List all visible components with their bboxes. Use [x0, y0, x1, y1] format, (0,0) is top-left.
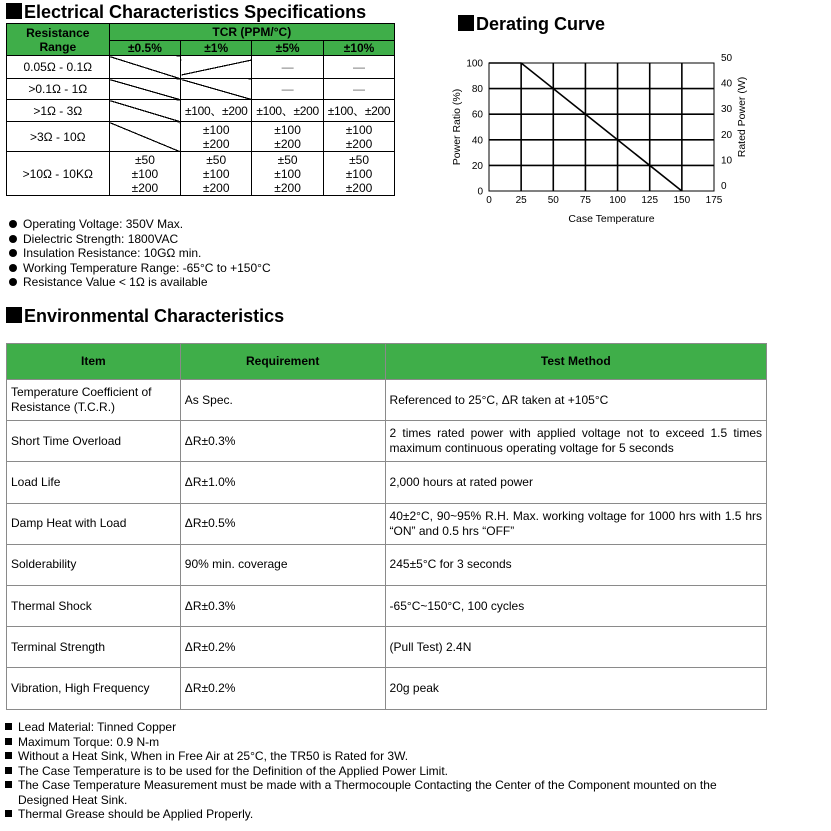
range-cell: >3Ω - 10Ω: [7, 122, 110, 152]
diagonal-na-cell: [181, 56, 252, 79]
header-tolerance: ±0.5%: [109, 41, 181, 56]
item-cell: Damp Heat with Load: [7, 503, 181, 544]
square-bullet-icon: [6, 307, 22, 323]
tcr-value-cell: ±50 ±100 ±200: [324, 152, 395, 196]
range-cell: >10Ω - 10KΩ: [7, 152, 110, 196]
tcr-row: [7, 122, 395, 152]
electrical-section-title: Electrical Characteristics Specifications: [6, 2, 366, 22]
square-bullet-icon: [5, 767, 12, 774]
requirement-cell: 90% min. coverage: [180, 544, 385, 585]
note-text: Without a Heat Sink, When in Free Air at 25°C, the TR50 is Rated for 3W.: [18, 749, 409, 763]
item-cell: Vibration, High Frequency: [7, 668, 181, 709]
range-cell: 0.05Ω - 0.1Ω: [7, 56, 110, 79]
test-method-cell: (Pull Test) 2.4N: [385, 627, 766, 668]
tcr-value-cell: ±100 ±200: [181, 122, 252, 152]
environmental-section-title: Environmental Characteristics: [6, 306, 284, 326]
tcr-value-cell: ±100、±200: [324, 100, 395, 122]
item-cell: Solderability: [7, 544, 181, 585]
range-cell: >0.1Ω - 1Ω: [7, 79, 110, 100]
square-bullet-icon: [5, 738, 12, 745]
square-bullet-icon: [5, 781, 12, 788]
x-tick-label: 25: [515, 195, 527, 206]
bullet-item: [9, 261, 271, 276]
round-bullet-icon: [9, 264, 17, 272]
note-item: [5, 749, 717, 764]
tcr-value-cell: ±100 ±200: [252, 122, 324, 152]
electrical-bullet-list: [9, 217, 271, 290]
bullet-text: Insulation Resistance: 10GΩ min.: [23, 246, 202, 260]
note-item: [5, 793, 717, 808]
bullet-text: Working Temperature Range: -65°C to +150°C: [23, 260, 271, 275]
y-axis-label: Power Ratio (%): [451, 88, 463, 166]
y2-tick-label: 0: [721, 181, 727, 192]
round-bullet-icon: [9, 235, 17, 243]
dash-cell: —: [252, 56, 324, 79]
environmental-row: [7, 380, 767, 421]
x-tick-label: 150: [673, 195, 691, 206]
item-cell: Short Time Overload: [7, 421, 181, 462]
x-tick-label: 0: [486, 195, 492, 206]
note-text: Designed Heat Sink.: [18, 792, 128, 807]
x-tick-label: 125: [641, 195, 659, 206]
environmental-table: [6, 343, 767, 710]
environmental-row: [7, 585, 767, 626]
tcr-header-row: [7, 24, 395, 41]
bullet-text: Operating Voltage: 350V Max.: [23, 217, 184, 231]
item-cell: Temperature Coefficient of Resistance (T.C.R.): [7, 380, 181, 421]
square-bullet-icon: [6, 3, 22, 19]
range-cell: >1Ω - 3Ω: [7, 100, 110, 122]
environmental-row: [7, 462, 767, 503]
y2-axis-label: Rated Power (W): [736, 76, 748, 158]
y-tick-label: 20: [471, 160, 483, 172]
x-tick-label: 75: [579, 195, 591, 206]
note-item: [5, 764, 717, 779]
round-bullet-icon: [9, 278, 17, 286]
round-bullet-icon: [9, 249, 17, 257]
environmental-row: [7, 627, 767, 668]
x-tick-label: 175: [705, 195, 723, 206]
note-item: [5, 720, 717, 735]
tcr-row: [7, 100, 395, 122]
y2-tick-label: 40: [721, 78, 733, 90]
note-text: Lead Material: Tinned Copper: [18, 720, 177, 734]
diagonal-na-cell: [109, 79, 181, 100]
header-requirement: Requirement: [180, 344, 385, 380]
square-bullet-icon: [5, 723, 12, 730]
requirement-cell: ΔR±0.5%: [180, 503, 385, 544]
test-method-cell: 40±2°C, 90~95% R.H. Max. working voltage for 1000 hrs with 1.5 hrs “ON” and 0.5 hrs “OFF”: [385, 503, 766, 544]
test-method-cell: 2 times rated power with applied voltage not to exceed 1.5 times maximum continuous operating voltage for 5 seconds: [385, 421, 766, 462]
requirement-cell: ΔR±0.3%: [180, 421, 385, 462]
environmental-row: [7, 421, 767, 462]
note-text: The Case Temperature Measurement must be made with a Thermocouple Contacting the Center of the Component mounted on the: [18, 778, 717, 792]
derating-section-title: Derating Curve: [458, 14, 605, 34]
y2-tick-label: 20: [721, 129, 733, 141]
note-text: Thermal Grease should be Applied Properly.: [18, 807, 254, 821]
note-text: The Case Temperature is to be used for the Definition of the Applied Power Limit.: [18, 763, 449, 778]
y2-tick-label: 30: [721, 104, 733, 116]
item-cell: Thermal Shock: [7, 585, 181, 626]
item-cell: Load Life: [7, 462, 181, 503]
bullet-item: [9, 246, 271, 261]
tcr-value-cell: ±100 ±200: [324, 122, 395, 152]
environmental-row: [7, 668, 767, 709]
environmental-header-row: [7, 344, 767, 380]
bullet-item: [9, 217, 271, 232]
derating-chart: [440, 50, 748, 230]
environmental-row: [7, 544, 767, 585]
test-method-cell: Referenced to 25°C, ΔR taken at +105°C: [385, 380, 766, 421]
tcr-row: [7, 152, 395, 196]
note-item: [5, 735, 717, 750]
square-bullet-icon: [5, 752, 12, 759]
header-item: Item: [7, 344, 181, 380]
note-item: [5, 807, 717, 822]
y2-tick-label: 10: [721, 155, 733, 167]
tcr-value-cell: ±100、±200: [252, 100, 324, 122]
y-tick-label: 0: [477, 186, 483, 198]
x-axis-label: Case Temperature: [568, 213, 655, 225]
tcr-value-cell: ±50 ±100 ±200: [181, 152, 252, 196]
dash-cell: —: [252, 79, 324, 100]
bullet-item: [9, 275, 271, 290]
diagonal-na-cell: [109, 122, 181, 152]
note-item: [5, 778, 717, 793]
header-tcr: TCR (PPM/°C): [109, 24, 394, 41]
y-tick-label: 40: [471, 135, 483, 147]
requirement-cell: As Spec.: [180, 380, 385, 421]
item-cell: Terminal Strength: [7, 627, 181, 668]
diagonal-na-cell: [109, 56, 181, 79]
tcr-row: [7, 79, 395, 100]
test-method-cell: 20g peak: [385, 668, 766, 709]
x-tick-label: 100: [609, 195, 626, 206]
y-tick-label: 100: [466, 58, 483, 70]
dash-cell: —: [324, 56, 395, 79]
notes-list: [5, 720, 717, 822]
environmental-row: [7, 503, 767, 544]
tcr-table: [6, 23, 395, 196]
test-method-cell: 245±5°C for 3 seconds: [385, 544, 766, 585]
bullet-text: Resistance Value < 1Ω is available: [23, 275, 208, 289]
header-tolerance: ±1%: [181, 41, 252, 56]
requirement-cell: ΔR±0.3%: [180, 585, 385, 626]
diagonal-na-cell: [181, 79, 252, 100]
header-tolerance: ±5%: [252, 41, 324, 56]
requirement-cell: ΔR±1.0%: [180, 462, 385, 503]
square-bullet-icon: [5, 810, 12, 817]
tcr-row: [7, 56, 395, 79]
header-tolerance: ±10%: [324, 41, 395, 56]
square-bullet-icon: [458, 15, 474, 31]
round-bullet-icon: [9, 220, 17, 228]
test-method-cell: 2,000 hours at rated power: [385, 462, 766, 503]
x-tick-label: 50: [547, 195, 559, 206]
test-method-cell: -65°C~150°C, 100 cycles: [385, 585, 766, 626]
note-text: Maximum Torque: 0.9 N-m: [18, 734, 160, 749]
bullet-text: Dielectric Strength: 1800VAC: [23, 231, 179, 246]
requirement-cell: ΔR±0.2%: [180, 668, 385, 709]
tcr-value-cell: ±50 ±100 ±200: [252, 152, 324, 196]
y2-tick-label: 50: [721, 53, 733, 64]
tcr-value-cell: ±50 ±100 ±200: [109, 152, 181, 196]
dash-cell: —: [324, 79, 395, 100]
header-resistance-range: Resistance Range: [7, 24, 110, 56]
requirement-cell: ΔR±0.2%: [180, 627, 385, 668]
tcr-value-cell: ±100、±200: [181, 100, 252, 122]
bullet-item: [9, 232, 271, 247]
diagonal-na-cell: [109, 100, 181, 122]
y-tick-label: 60: [471, 109, 483, 121]
header-test-method: Test Method: [385, 344, 766, 380]
y-tick-label: 80: [471, 84, 483, 96]
